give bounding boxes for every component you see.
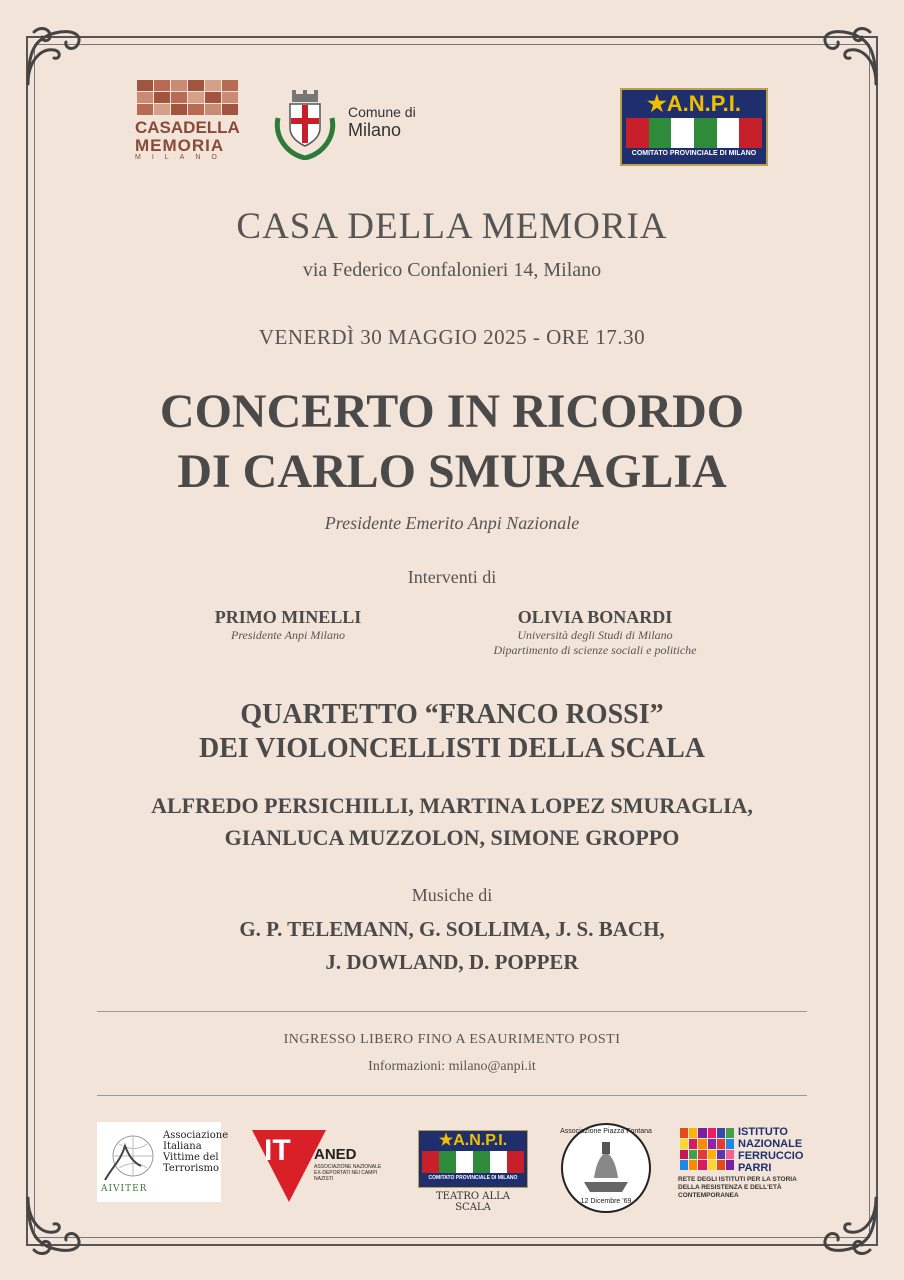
venue-address: via Federico Confalonieri 14, Milano bbox=[302, 259, 602, 281]
quartet-title bbox=[0, 698, 904, 766]
speaker-1 bbox=[178, 607, 398, 643]
parri-line2: NAZIONALE bbox=[738, 1138, 803, 1150]
fontana-ring-text: Associazione Piazza Fontana bbox=[560, 1128, 652, 1135]
comune-logo-line2: Milano bbox=[348, 120, 402, 140]
comune-di-milano-logo bbox=[270, 88, 430, 160]
speaker-role-dept: Dipartimento di scienze sociali e politiche bbox=[493, 643, 697, 657]
parri-sub3: CONTEMPORANEA bbox=[678, 1192, 739, 1199]
venue-name: CASA DELLA MEMORIA bbox=[236, 206, 668, 247]
speaker-name: OLIVIA BONARDI bbox=[517, 607, 673, 627]
aiviter-line2: Italiana bbox=[163, 1141, 202, 1152]
event-date: VENERDÌ 30 MAGGIO 2025 - ORE 17.30 bbox=[258, 325, 646, 349]
istituto-parri-logo bbox=[678, 1124, 808, 1208]
piazza-fontana-logo bbox=[560, 1122, 652, 1214]
divider-top bbox=[97, 1011, 807, 1012]
composers-list bbox=[0, 913, 904, 979]
anpi-header-subtitle: COMITATO PROVINCIALE DI MILANO bbox=[631, 150, 757, 157]
info-contact: Informazioni: milano@anpi.it bbox=[368, 1059, 536, 1074]
speaker-role: Università degli Studi di Milano bbox=[517, 628, 673, 642]
anpi-sponsor-title: A.N.P.I. bbox=[453, 1132, 508, 1149]
players-line2: GIANLUCA MUZZOLON, SIMONE GROPPO bbox=[224, 825, 680, 850]
milano-crest-icon bbox=[270, 88, 340, 160]
italian-flag bbox=[422, 1151, 524, 1173]
parri-line1: ISTITUTO bbox=[738, 1126, 788, 1138]
casa-della-memoria-logo bbox=[135, 80, 243, 176]
corner-ornament-bottom-left bbox=[20, 1190, 90, 1260]
entry-note: INGRESSO LIBERO FINO A ESAURIMENTO POSTI bbox=[283, 1032, 621, 1047]
anpi-header-title: A.N.P.I. bbox=[666, 91, 741, 116]
aned-sub1: ASSOCIAZIONE NAZIONALE bbox=[314, 1164, 382, 1170]
parri-line4: PARRI bbox=[738, 1162, 772, 1174]
anpi-teatro-logo bbox=[418, 1130, 528, 1214]
speaker-name: PRIMO MINELLI bbox=[214, 607, 362, 627]
aned-name: ANED bbox=[314, 1146, 357, 1163]
aned-it-text: IT bbox=[264, 1134, 291, 1167]
parri-sub1: RETE DEGLI ISTITUTI PER LA STORIA bbox=[678, 1176, 797, 1183]
parri-line3: FERRUCCIO bbox=[738, 1150, 804, 1162]
aiviter-line1: Associazione bbox=[163, 1130, 229, 1141]
concert-title bbox=[0, 382, 904, 502]
anpi-header-logo bbox=[620, 88, 768, 166]
composers-line2: J. DOWLAND, D. POPPER bbox=[325, 950, 579, 974]
star-icon: ★ bbox=[647, 91, 667, 116]
aiviter-line3: Vittime del bbox=[163, 1152, 219, 1163]
corner-ornament-bottom-right bbox=[814, 1190, 884, 1260]
teatro-alla-scala-text: TEATRO ALLA SCALA bbox=[436, 1191, 510, 1213]
aiviter-logo bbox=[97, 1122, 229, 1202]
players-line1: ALFREDO PERSICHILLI, MARTINA LOPEZ SMURAGLIA, bbox=[151, 793, 753, 818]
speaker-2 bbox=[470, 607, 720, 658]
corner-ornament-top-right bbox=[814, 22, 884, 92]
concert-title-line2: DI CARLO SMURAGLIA bbox=[177, 445, 727, 498]
composers-line1: G. P. TELEMANN, G. SOLLIMA, J. S. BACH, bbox=[239, 917, 665, 941]
aned-sub2: EX-DEPORTATI NEI CAMPI NAZISTI bbox=[314, 1170, 378, 1182]
speaker-role: Presidente Anpi Milano bbox=[231, 628, 345, 642]
players-list bbox=[0, 790, 904, 854]
aiviter-line4: Terrorismo bbox=[163, 1163, 220, 1174]
casa-logo-line3: MILANO bbox=[135, 154, 228, 161]
concert-title-line1: CONCERTO IN RICORDO bbox=[159, 385, 745, 438]
divider-bottom bbox=[97, 1095, 807, 1096]
casa-logo-line1: CASADELLA bbox=[135, 118, 240, 137]
music-heading: Musiche di bbox=[411, 885, 493, 905]
parri-sub2: DELLA RESISTENZA E DELL'ETÀ bbox=[678, 1184, 782, 1191]
italian-flag bbox=[626, 118, 762, 148]
fontana-date: 12 Dicembre '69 bbox=[580, 1198, 632, 1205]
corner-ornament-top-left bbox=[20, 22, 90, 92]
parri-mosaic-icon bbox=[680, 1128, 734, 1170]
aned-logo bbox=[252, 1130, 392, 1202]
interventi-heading: Interventi di bbox=[407, 567, 497, 587]
anpi-sponsor-subtitle: COMITATO PROVINCIALE DI MILANO bbox=[428, 1175, 518, 1181]
quartet-line2: DEI VIOLONCELLISTI DELLA SCALA bbox=[199, 733, 705, 764]
comune-logo-line1: Comune di bbox=[348, 104, 416, 120]
quartet-line1: QUARTETTO “FRANCO ROSSI” bbox=[240, 699, 664, 730]
concert-subtitle: Presidente Emerito Anpi Nazionale bbox=[324, 513, 580, 533]
aiviter-tag: AIVITER bbox=[101, 1184, 148, 1194]
casa-logo-line2: MEMORIA bbox=[135, 136, 225, 155]
star-icon: ★ bbox=[438, 1132, 454, 1149]
